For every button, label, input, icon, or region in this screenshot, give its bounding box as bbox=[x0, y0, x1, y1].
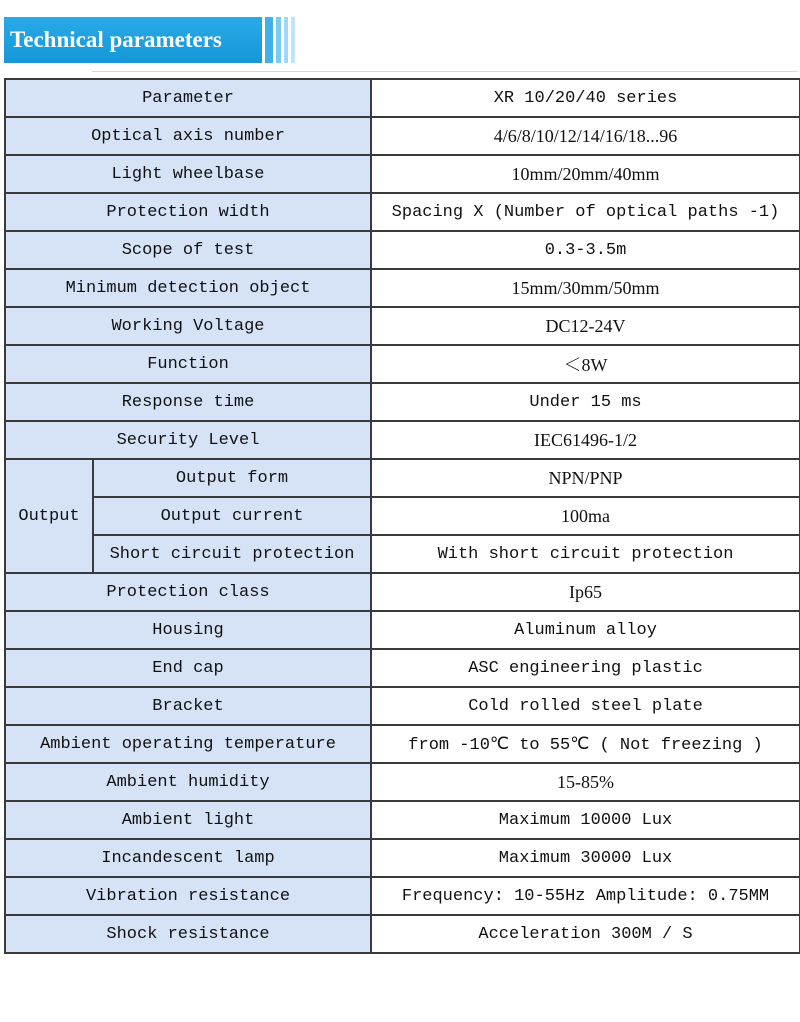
param-value: 10mm/20mm/40mm bbox=[371, 155, 800, 193]
param-label: Vibration resistance bbox=[5, 877, 371, 915]
table-row bbox=[5, 763, 800, 801]
table-row bbox=[5, 877, 800, 915]
table-row bbox=[5, 687, 800, 725]
table-row bbox=[5, 193, 800, 231]
param-value: Cold rolled steel plate bbox=[371, 687, 800, 725]
param-value: 100ma bbox=[371, 497, 800, 535]
param-label: Minimum detection object bbox=[5, 269, 371, 307]
param-label: Housing bbox=[5, 611, 371, 649]
table-row bbox=[5, 573, 800, 611]
table-row bbox=[5, 383, 800, 421]
param-value: XR 10/20/40 series bbox=[371, 79, 800, 117]
param-value: 15-85% bbox=[371, 763, 800, 801]
param-label: Short circuit protection bbox=[93, 535, 371, 573]
param-label: Protection width bbox=[5, 193, 371, 231]
parameters-table bbox=[4, 78, 800, 954]
param-label: Scope of test bbox=[5, 231, 371, 269]
param-value: Maximum 30000 Lux bbox=[371, 839, 800, 877]
param-label: Working Voltage bbox=[5, 307, 371, 345]
param-label: Function bbox=[5, 345, 371, 383]
param-value: ASC engineering plastic bbox=[371, 649, 800, 687]
param-value: NPN/PNP bbox=[371, 459, 800, 497]
table-row bbox=[5, 801, 800, 839]
param-label: Output current bbox=[93, 497, 371, 535]
table-row bbox=[5, 649, 800, 687]
table-row bbox=[5, 345, 800, 383]
param-value: Acceleration 300M / S bbox=[371, 915, 800, 953]
table-row bbox=[5, 839, 800, 877]
param-value: 15mm/30mm/50mm bbox=[371, 269, 800, 307]
table-row bbox=[5, 535, 800, 573]
table-row bbox=[5, 915, 800, 953]
param-value: from -10℃ to 55℃ ( Not freezing ) bbox=[371, 725, 800, 763]
table-row bbox=[5, 611, 800, 649]
param-label: Security Level bbox=[5, 421, 371, 459]
param-value: Maximum 10000 Lux bbox=[371, 801, 800, 839]
param-value: Frequency: 10-55Hz Amplitude: 0.75MM bbox=[371, 877, 800, 915]
table-row bbox=[5, 497, 800, 535]
param-label: Incandescent lamp bbox=[5, 839, 371, 877]
param-label: Shock resistance bbox=[5, 915, 371, 953]
table-row bbox=[5, 459, 800, 497]
param-label: Ambient humidity bbox=[5, 763, 371, 801]
param-value: With short circuit protection bbox=[371, 535, 800, 573]
table-row bbox=[5, 231, 800, 269]
param-label: Output form bbox=[93, 459, 371, 497]
header-stripe bbox=[265, 17, 273, 63]
param-value: 4/6/8/10/12/14/16/18...96 bbox=[371, 117, 800, 155]
param-value: Under 15 ms bbox=[371, 383, 800, 421]
param-label: Ambient operating temperature bbox=[5, 725, 371, 763]
param-label: Response time bbox=[5, 383, 371, 421]
param-label: Light wheelbase bbox=[5, 155, 371, 193]
table-row bbox=[5, 421, 800, 459]
param-value: Spacing X (Number of optical paths -1) bbox=[371, 193, 800, 231]
param-value: ＜8W bbox=[371, 345, 800, 383]
section-title: Technical parameters bbox=[4, 17, 262, 63]
output-group-label: Output bbox=[5, 459, 93, 573]
table-row bbox=[5, 155, 800, 193]
param-label: Bracket bbox=[5, 687, 371, 725]
header-stripe bbox=[276, 17, 281, 63]
table-row bbox=[5, 79, 800, 117]
param-value: DC12-24V bbox=[371, 307, 800, 345]
header-divider bbox=[92, 71, 798, 72]
table-row bbox=[5, 307, 800, 345]
param-value: Ip65 bbox=[371, 573, 800, 611]
table-row bbox=[5, 725, 800, 763]
param-value: Aluminum alloy bbox=[371, 611, 800, 649]
param-value: 0.3-3.5m bbox=[371, 231, 800, 269]
param-label: Parameter bbox=[5, 79, 371, 117]
param-label: Ambient light bbox=[5, 801, 371, 839]
header-stripe bbox=[284, 17, 288, 63]
table-row bbox=[5, 269, 800, 307]
param-label: Protection class bbox=[5, 573, 371, 611]
header-stripe bbox=[291, 17, 295, 63]
table-row bbox=[5, 117, 800, 155]
section-header bbox=[4, 17, 300, 63]
param-label: End cap bbox=[5, 649, 371, 687]
param-label: Optical axis number bbox=[5, 117, 371, 155]
param-value: IEC61496-1/2 bbox=[371, 421, 800, 459]
